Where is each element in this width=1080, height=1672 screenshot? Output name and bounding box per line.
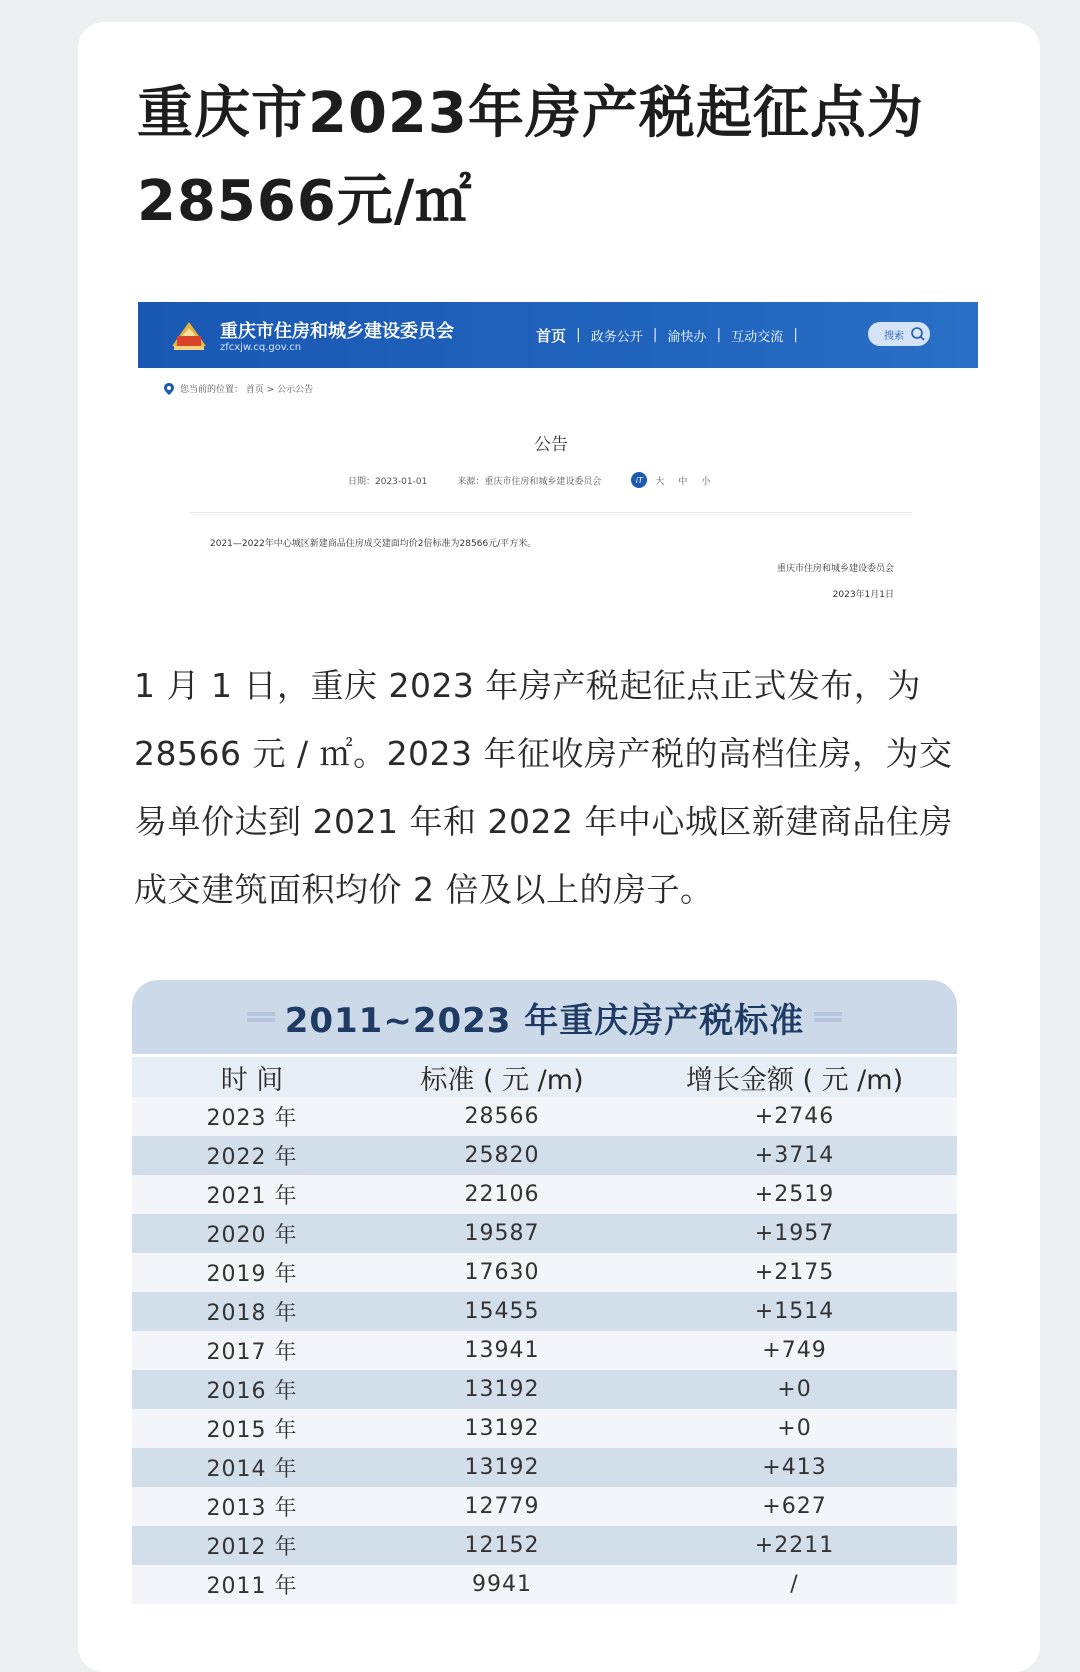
search-button[interactable] xyxy=(868,322,930,346)
nav-item-home[interactable]: 首页 xyxy=(536,326,567,345)
font-size-medium[interactable]: 中 xyxy=(678,476,688,487)
search-label: 搜索 xyxy=(884,330,904,342)
table-row: 2013 年 12779 +627 xyxy=(132,1487,957,1526)
table-row: 2012 年 12152 +2211 xyxy=(132,1526,957,1565)
table-column-headers xyxy=(132,1057,957,1097)
table-row: 2023 年 28566 +2746 xyxy=(132,1097,957,1136)
divider xyxy=(190,512,912,513)
gov-site-domain: zfcxjw.cq.gov.cn xyxy=(220,342,302,353)
column-header-standard: 标准 ( 元 /m) xyxy=(420,1064,584,1096)
table-title: 2011~2023 年重庆房产税标准 xyxy=(284,1000,805,1041)
notice-body: 2021—2022年中心城区新建商品住房成交建面均价2倍标准为28566元/平方米。 xyxy=(210,539,537,549)
font-size-large[interactable]: 大 xyxy=(655,476,665,487)
gov-emblem-icon xyxy=(168,316,210,352)
table-body xyxy=(132,1097,957,1604)
tax-standard-table xyxy=(132,980,957,1605)
notice-sign-date: 2023年1月1日 xyxy=(832,590,894,600)
article-paragraph: 1 月 1 日，重庆 2023 年房产税起征点正式发布，为 28566 元 / ㎡。2023 年征收房产税的高档住房，为交易单价达到 2021 年和 2022 年中心城区新建商品住房成交建筑面积均价 2 倍及以上的房子。 xyxy=(134,666,953,909)
divider xyxy=(190,514,912,515)
table-row: 2021 年 22106 +2519 xyxy=(132,1175,957,1214)
notice-signature: 重庆市住房和城乡建设委员会 xyxy=(776,564,894,574)
search-icon xyxy=(910,326,926,342)
notice-source: 来源：重庆市住房和城乡建设委员会 xyxy=(457,476,602,487)
nav-item-gov-affairs[interactable]: 政务公开 xyxy=(590,329,643,345)
gov-nav: 首页 | 政务公开 | 渝快办 | 互动交流 | xyxy=(526,325,798,345)
table-row: 2019 年 17630 +2175 xyxy=(132,1253,957,1292)
it-icon: iT xyxy=(631,472,647,488)
table-row: 2018 年 15455 +1514 xyxy=(132,1292,957,1331)
table-row: 2016 年 13192 +0 xyxy=(132,1370,957,1409)
nav-item-yukuaiban[interactable]: 渝快办 xyxy=(667,329,707,345)
table-row: 2014 年 13192 +413 xyxy=(132,1448,957,1487)
table-row: 2011 年 9941 / xyxy=(132,1565,957,1604)
notice-title: 公告 xyxy=(534,435,568,455)
breadcrumb xyxy=(164,382,313,395)
location-pin-icon xyxy=(164,383,174,395)
decor-bars-icon xyxy=(814,1012,842,1022)
embedded-screenshot xyxy=(138,302,978,612)
column-header-increase: 增长金额 ( 元 /m) xyxy=(685,1064,904,1096)
font-size-small[interactable]: 小 xyxy=(701,476,711,487)
gov-site-header xyxy=(138,302,978,368)
table-header-banner xyxy=(132,980,957,1054)
table-row: 2020 年 19587 +1957 xyxy=(132,1214,957,1253)
notice-meta xyxy=(348,472,724,488)
nav-item-interaction[interactable]: 互动交流 xyxy=(731,329,784,345)
notice-date: 日期：2023-01-01 xyxy=(348,476,428,487)
table-row: 2017 年 13941 +749 xyxy=(132,1331,957,1370)
table-row: 2022 年 25820 +3714 xyxy=(132,1136,957,1175)
breadcrumb-text: 您当前的位置： 首页 > 公示公告 xyxy=(180,385,314,395)
table-row: 2015 年 13192 +0 xyxy=(132,1409,957,1448)
gov-site-name: 重庆市住房和城乡建设委员会 xyxy=(220,321,454,342)
article-title: 重庆市2023年房产税起征点为28566元/㎡ xyxy=(137,81,924,234)
decor-bars-icon xyxy=(247,1012,275,1022)
column-header-time: 时 间 xyxy=(220,1064,284,1096)
